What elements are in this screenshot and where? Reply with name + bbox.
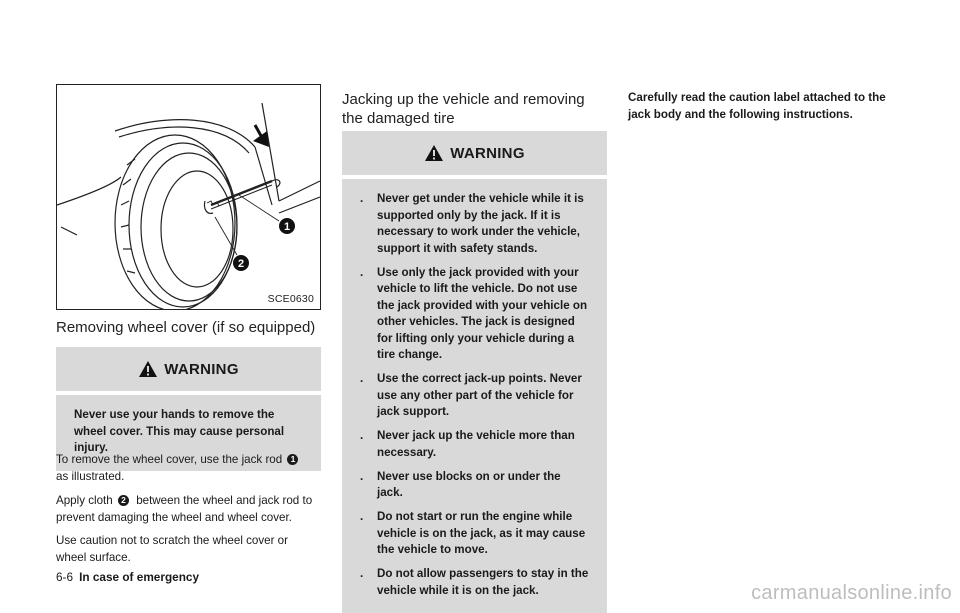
warning-list-body [342,175,607,613]
svg-text:2: 2 [237,258,245,270]
list-item: . Use only the jack provided with your vehicle to lift the vehicle. Do not use the jack provided with your vehicle on other vehicles. The jack is designed for lifting only your vehicle during a tire change. [360,265,588,361]
footer-section-title: In case of emergency [79,570,200,584]
list-item: . Use the correct jack-up points. Never use any other part of the vehicle for jack support. [360,372,582,418]
section-title-wheel-cover: Removing wheel cover (if so equipped) [56,319,316,336]
caution-instructions: Carefully read the caution label attached to the jack body and the following instructions. [628,91,886,121]
wheel-cover-drawing [57,85,320,309]
instruction-paragraph-2: Apply cloth 2 between the wheel and jack rod to prevent damaging the wheel and wheel cover. [56,494,313,524]
list-item: . Do not start or run the engine while vehicle is on the jack, as it may cause the vehicle to move. [360,510,586,556]
warning-heading: WARNING [342,131,607,175]
watermark: carmanualsonline.info [751,582,952,604]
warning-list [360,191,589,599]
callout-1-icon: 1 [287,454,298,465]
instruction-paragraph-3: Use caution not to scratch the wheel cover or wheel surface. [56,534,288,564]
page-number: 6-6 [56,570,74,584]
warning-triangle-icon [424,144,444,162]
section-title-jacking: Jacking up the vehicle and removing the damaged tire [342,91,585,127]
wheel-cover-illustration [56,84,321,310]
list-item: . Never get under the vehicle while it is supported only by the jack. If it is necessary to work under the vehicle, support it with safety stands. [360,192,584,255]
warning-triangle-icon [138,360,158,378]
list-item: . Do not allow passengers to stay in the vehicle while it is on the jack. [360,567,589,597]
figure-code: SCE0630 [267,293,314,305]
callout-2-icon: 2 [118,495,129,506]
list-item: . Never jack up the vehicle more than necessary. [360,429,575,459]
warning-text: Never use your hands to remove the wheel cover. This may cause personal injury. [56,391,321,471]
list-item: . Never use blocks on or under the jack. [360,469,561,499]
figure-callout-2 [233,255,249,271]
page-footer [56,570,199,584]
figure-callout-1 [279,218,295,234]
instruction-paragraph-1: To remove the wheel cover, use the jack rod 1 as illustrated. [56,452,321,485]
svg-text:1: 1 [283,221,291,233]
warning-box-jacking [342,131,607,613]
warning-heading: WARNING [56,347,321,391]
